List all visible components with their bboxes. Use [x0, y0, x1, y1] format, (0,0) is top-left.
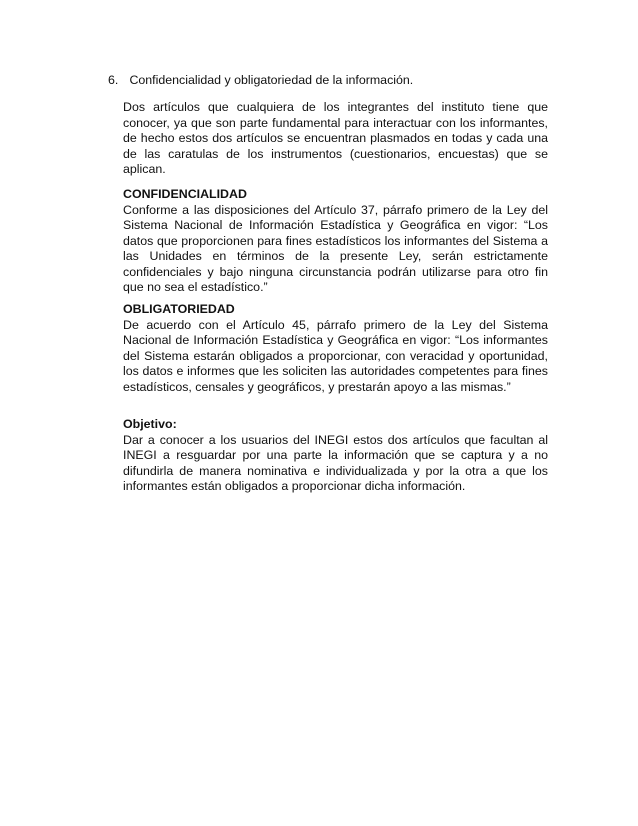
- obligatoriedad-paragraph: De acuerdo con el Artículo 45, párrafo primero de la Ley del Sistema Nacional de Información Estadística y Geográfica en vigor: “Los informantes del Sistema estarán obligados a proporcionar, con veracidad y oportunidad, los datos e informes que les soliciten las autoridades competentes para fines estadísticos, censales y geográficos, y prestarán apoyo a las mismas.”: [123, 317, 548, 394]
- confidencialidad-title: CONFIDENCIALIDAD: [123, 187, 247, 201]
- objetivo-section: [123, 417, 548, 495]
- objetivo-title: Objetivo:: [123, 417, 177, 431]
- objetivo-paragraph: Dar a conocer a los usuarios del INEGI estos dos artículos que facultan al INEGI a resguardar por una parte la información que se captura y a no difundirla de manera nominativa e individualizada y por la otra a que los informantes están obligados a proporcionar dicha información.: [123, 432, 548, 493]
- confidencialidad-paragraph: Conforme a las disposiciones del Artículo 37, párrafo primero de la Ley del Sistema Nacional de Información Estadística y Geográfica en vigor: “Los datos que proporcionen para fines estadísticos los informantes del Sistema a las Unidades en términos de la presente Ley, serán estrictamente confidenciales y bajo ninguna circunstancia podrán utilizarse para otro fin que no sea el estadístico.”: [123, 202, 548, 294]
- intro-paragraph-block: [123, 100, 548, 178]
- confidencialidad-section: [123, 187, 548, 296]
- section-heading-text: Confidencialidad y obligatoriedad de la información.: [129, 73, 414, 87]
- section-number: 6.: [108, 73, 119, 87]
- intro-paragraph: Dos artículos que cualquiera de los integrantes del instituto tiene que conocer, ya que son parte fundamental para interactuar con los informantes, de hecho estos dos artículos se encuentran plasmados en todas y cada una de las caratulas de los instrumentos (cuestionarios, encuestas) que se aplican.: [123, 100, 548, 176]
- section-heading: [108, 73, 548, 89]
- obligatoriedad-section: [123, 302, 548, 395]
- obligatoriedad-title: OBLIGATORIEDAD: [123, 302, 235, 316]
